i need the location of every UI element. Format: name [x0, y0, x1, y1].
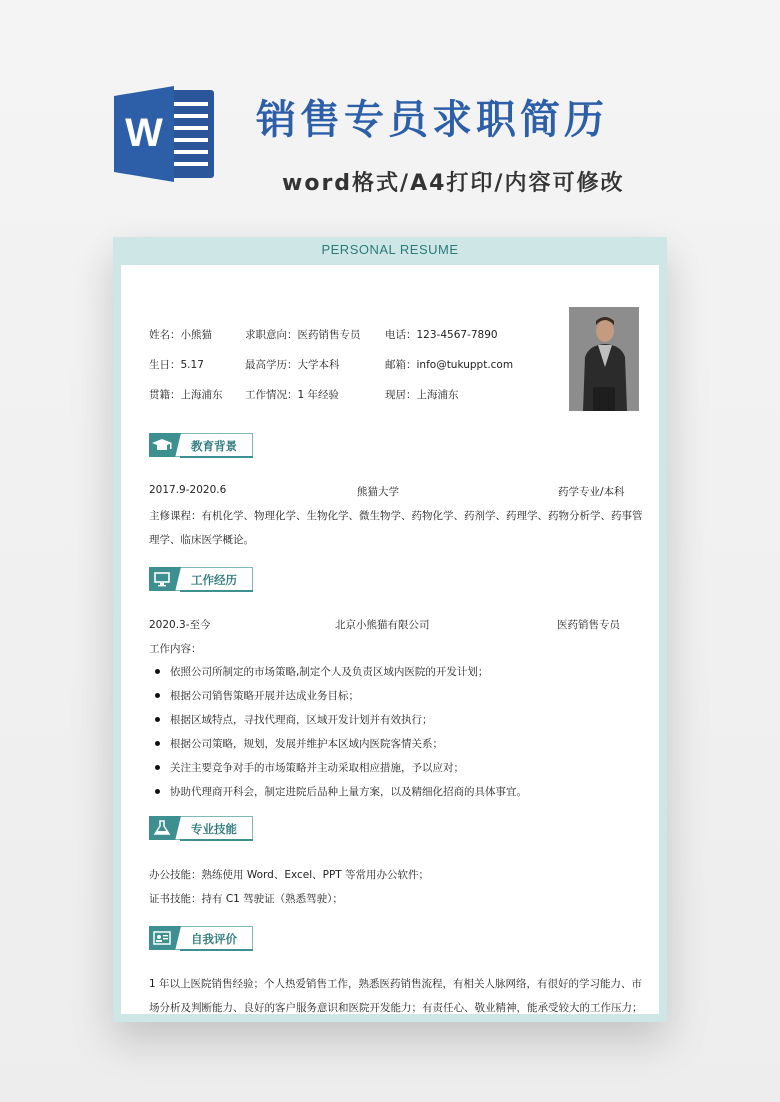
info-intention: 求职意向：医药销售专员 [245, 329, 361, 341]
bullet-icon [155, 669, 160, 674]
skills-cert: 证书技能：持有 C1 驾驶证（熟悉驾驶）； [149, 893, 343, 905]
work-content-label: 工作内容： [149, 643, 202, 655]
edu-major: 药学专业/本科 [558, 486, 625, 498]
word-icon [114, 82, 220, 186]
edu-school: 熊猫大学 [357, 486, 399, 498]
edu-courses-line1: 主修课程：有机化学、物理化学、生物化学、微生物学、药物化学、药剂学、药理学、药物分析学、药事管 [149, 510, 643, 522]
section-education-title: 教育背景 [191, 439, 237, 453]
bullet-icon [155, 789, 160, 794]
resume-paper [121, 265, 659, 1014]
work-period: 2020.3-至今 [149, 619, 211, 631]
work-company: 北京小熊猫有限公司 [335, 619, 430, 631]
bullet-icon [155, 693, 160, 698]
info-residence: 现居：上海浦东 [385, 389, 459, 401]
section-education [149, 433, 253, 457]
section-skills-title: 专业技能 [191, 822, 237, 836]
resume-frame [113, 237, 667, 1022]
profile-photo [569, 307, 639, 411]
section-skills [149, 816, 253, 840]
work-item: 依照公司所制定的市场策略,制定个人及负责区域内医院的开发计划； [170, 666, 489, 678]
self-line1: 1 年以上医院销售经验；个人热爱销售工作，熟悉医药销售流程，有相关人脉网络，有很好的学习能力、市 [149, 978, 643, 990]
work-item: 根据公司策略，规划，发展并维护本区域内医院客情关系； [170, 738, 443, 750]
page-subtitle: word格式/A4打印/内容可修改 [282, 171, 625, 196]
work-position: 医药销售专员 [557, 619, 620, 631]
bullet-icon [155, 765, 160, 770]
person-icon [569, 307, 639, 411]
bullet-icon [155, 741, 160, 746]
info-phone: 电话：123-4567-7890 [385, 329, 498, 341]
info-hometown: 贯籍：上海浦东 [149, 389, 223, 401]
info-name: 姓名：小熊猫 [149, 329, 212, 341]
info-birthday: 生日：5.17 [149, 359, 204, 371]
edu-period: 2017.9-2020.6 [149, 484, 227, 496]
resume-heading: PERSONAL RESUME [321, 242, 459, 257]
section-self [149, 926, 253, 950]
work-item: 关注主要竞争对手的市场策略并主动采取相应措施，予以应对； [170, 762, 464, 774]
page-title: 销售专员求职简历 [256, 97, 608, 143]
section-self-title: 自我评价 [191, 932, 237, 946]
info-experience: 工作情况：1 年经验 [245, 389, 340, 401]
info-email: 邮箱：info@tukuppt.com [385, 359, 514, 371]
section-work [149, 567, 253, 591]
work-item: 协助代理商开科会，制定进院后品种上量方案，以及精细化招商的具体事宜。 [170, 786, 527, 798]
edu-courses-line2: 理学、临床医学概论。 [149, 534, 254, 546]
svg-text:W: W [125, 111, 163, 155]
bullet-icon [155, 717, 160, 722]
self-line2: 场分析及判断能力、良好的客户服务意识和医院开发能力；有责任心、敬业精神，能承受较大的工作压力； [149, 1002, 643, 1014]
work-item: 根据公司销售策略开展并达成业务目标； [170, 690, 359, 702]
skills-office: 办公技能：熟练使用 Word、Excel、PPT 等常用办公软件； [149, 869, 430, 881]
section-work-title: 工作经历 [191, 573, 237, 587]
info-degree: 最高学历：大学本科 [245, 359, 340, 371]
work-item: 根据区域特点，寻找代理商，区域开发计划并有效执行； [170, 714, 433, 726]
